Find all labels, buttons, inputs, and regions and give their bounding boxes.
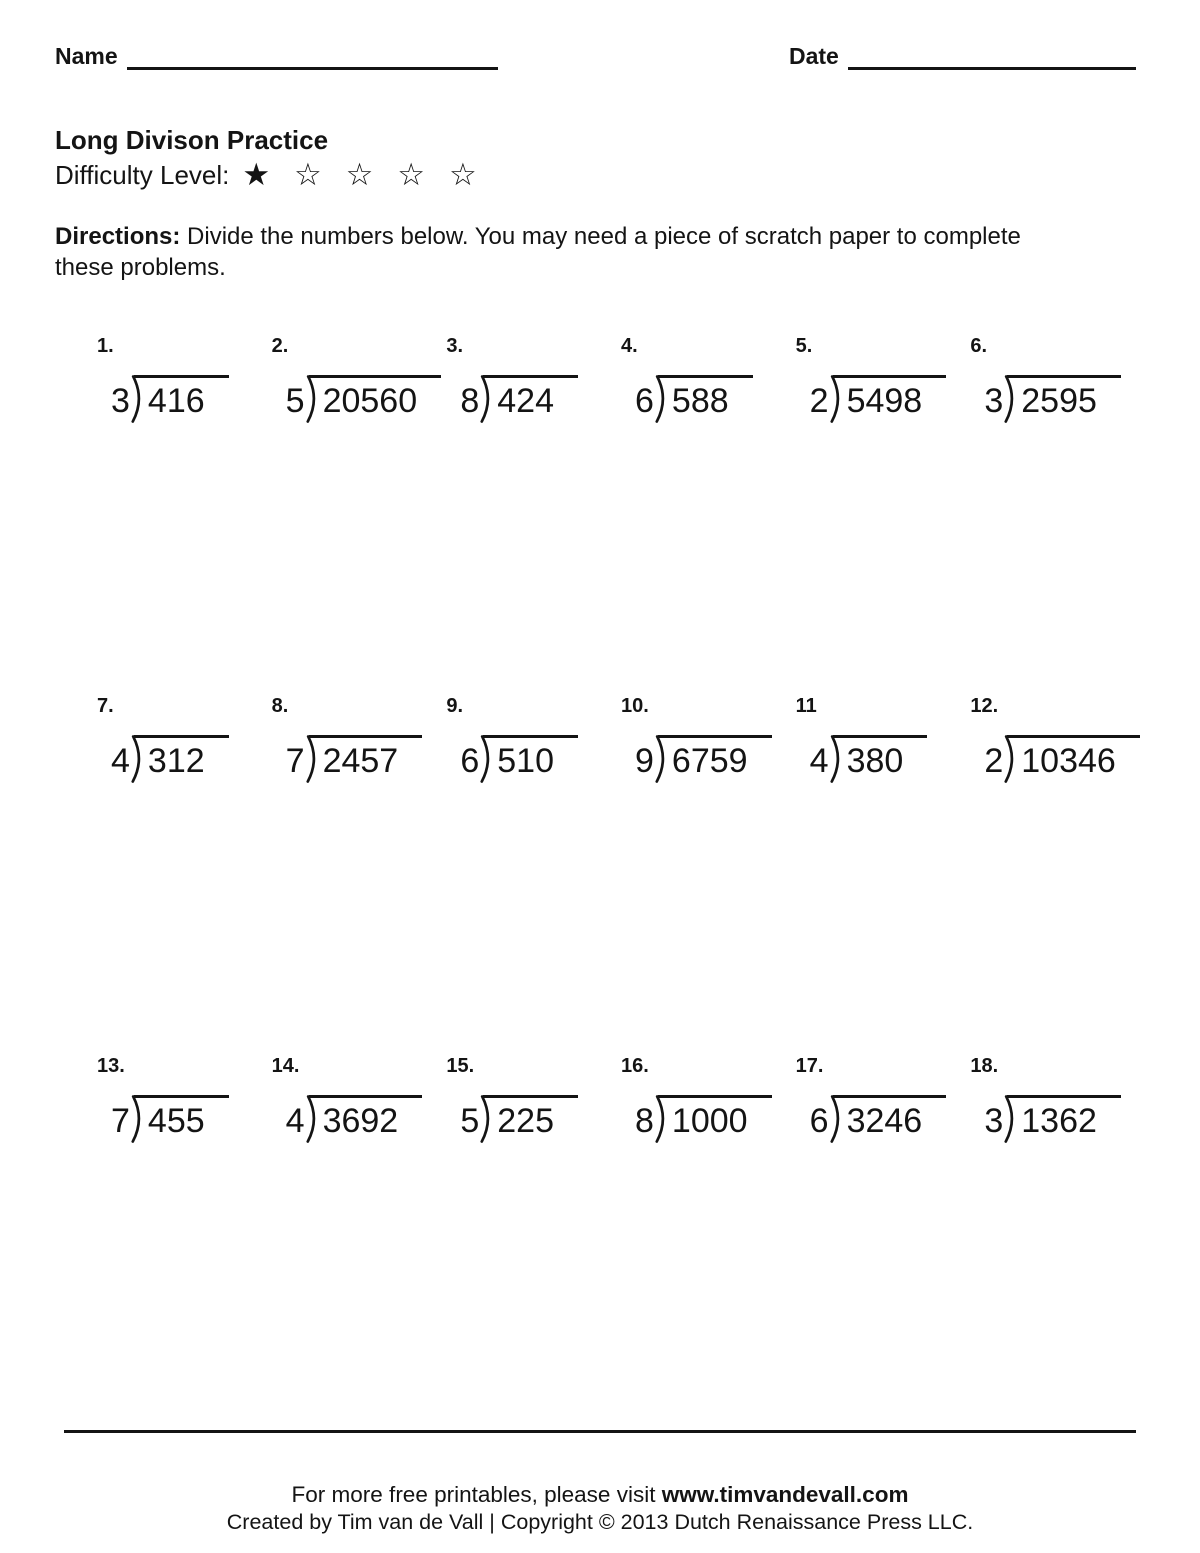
divisor: 4 xyxy=(809,742,829,780)
problem-number: 12. xyxy=(970,695,999,717)
dividend: 1000 xyxy=(658,1095,772,1143)
division-problem xyxy=(442,1054,617,1414)
problems-grid xyxy=(93,334,1141,1414)
division-expression xyxy=(111,1095,229,1143)
difficulty-label: Difficulty Level: xyxy=(55,160,230,190)
division-problem xyxy=(268,334,443,694)
divisor: 3 xyxy=(984,1102,1004,1140)
problem-number: 7. xyxy=(97,695,114,717)
dividend: 312 xyxy=(134,735,229,783)
division-problem xyxy=(617,1054,792,1414)
dividend: 510 xyxy=(483,735,578,783)
division-expression xyxy=(460,375,578,423)
divisor: 4 xyxy=(285,1102,305,1140)
division-problem xyxy=(268,694,443,1054)
divisor: 7 xyxy=(111,1102,130,1140)
divisor: 7 xyxy=(285,742,305,780)
division-problem xyxy=(617,694,792,1054)
footer-line1 xyxy=(0,1481,1200,1509)
problem-number: 4. xyxy=(621,335,638,357)
division-problem xyxy=(966,1054,1141,1414)
date-input-line[interactable] xyxy=(848,42,1136,70)
divisor: 5 xyxy=(460,1102,480,1140)
division-expression xyxy=(460,735,578,783)
division-expression xyxy=(111,735,229,783)
problem-number: 9. xyxy=(446,695,464,717)
division-expression xyxy=(984,735,1139,783)
divisor: 2 xyxy=(984,742,1004,780)
problem-number: 16. xyxy=(621,1055,649,1077)
problem-number: 1. xyxy=(97,335,114,357)
division-problem xyxy=(792,1054,967,1414)
dividend: 416 xyxy=(134,375,229,423)
division-problem xyxy=(442,334,617,694)
name-field xyxy=(55,42,498,70)
division-expression xyxy=(810,735,928,783)
division-problem xyxy=(966,694,1141,1054)
name-input-line[interactable] xyxy=(127,42,498,70)
division-expression xyxy=(286,1095,423,1143)
division-expression xyxy=(984,375,1121,423)
dividend: 2457 xyxy=(309,735,423,783)
division-expression xyxy=(635,735,772,783)
division-problem xyxy=(442,694,617,1054)
dividend: 380 xyxy=(833,735,928,783)
directions xyxy=(55,221,1065,283)
division-expression xyxy=(111,375,229,423)
divisor: 3 xyxy=(111,382,130,420)
divisor: 9 xyxy=(635,742,654,780)
problem-number: 17. xyxy=(795,1055,824,1077)
problem-number: 3. xyxy=(446,335,464,357)
division-expression xyxy=(286,735,423,783)
divisor: 2 xyxy=(809,382,829,420)
dividend: 5498 xyxy=(833,375,947,423)
divisor: 8 xyxy=(460,382,480,420)
problem-number: 5. xyxy=(795,335,813,357)
divisor: 8 xyxy=(635,1102,654,1140)
division-problem xyxy=(966,334,1141,694)
difficulty-row xyxy=(55,158,484,192)
problem-number: 11 xyxy=(795,695,817,717)
division-problem xyxy=(792,694,967,1054)
division-expression xyxy=(810,375,947,423)
division-expression xyxy=(635,1095,772,1143)
divisor: 3 xyxy=(984,382,1004,420)
division-expression xyxy=(286,375,441,423)
difficulty-stars-icon: ★ ☆ ☆ ☆ ☆ xyxy=(242,157,484,193)
divisor: 6 xyxy=(809,1102,829,1140)
division-problem xyxy=(792,334,967,694)
date-field xyxy=(789,42,1136,70)
problem-number: 6. xyxy=(970,335,988,357)
divisor: 6 xyxy=(460,742,480,780)
footer-text: For more free printables, please visit xyxy=(291,1482,662,1507)
date-label: Date xyxy=(789,43,839,69)
problem-number: 10. xyxy=(621,695,649,717)
dividend: 2595 xyxy=(1007,375,1121,423)
division-expression xyxy=(984,1095,1121,1143)
dividend: 20560 xyxy=(309,375,442,423)
division-problem xyxy=(268,1054,443,1414)
problem-number: 15. xyxy=(446,1055,475,1077)
problem-number: 8. xyxy=(271,695,289,717)
division-expression xyxy=(460,1095,578,1143)
divisor: 5 xyxy=(285,382,305,420)
division-problem xyxy=(93,694,268,1054)
dividend: 1362 xyxy=(1007,1095,1121,1143)
dividend: 588 xyxy=(658,375,753,423)
dividend: 3246 xyxy=(833,1095,947,1143)
division-problem xyxy=(93,1054,268,1414)
page-title: Long Divison Practice xyxy=(55,125,329,155)
footer-copyright: Created by Tim van de Vall | Copyright © 2013 Dutch Renaissance Press LLC. xyxy=(226,1510,974,1534)
division-problem xyxy=(617,334,792,694)
directions-label: Directions: xyxy=(55,223,181,250)
division-problem xyxy=(93,334,268,694)
dividend: 225 xyxy=(483,1095,578,1143)
problem-number: 14. xyxy=(271,1055,300,1077)
dividend: 424 xyxy=(483,375,578,423)
name-label: Name xyxy=(55,43,118,69)
division-expression xyxy=(810,1095,947,1143)
dividend: 3692 xyxy=(309,1095,423,1143)
dividend: 455 xyxy=(134,1095,229,1143)
problem-number: 13. xyxy=(97,1055,125,1077)
footer-divider xyxy=(64,1430,1136,1433)
problem-number: 2. xyxy=(271,335,289,357)
dividend: 6759 xyxy=(658,735,772,783)
division-expression xyxy=(635,375,753,423)
problem-number: 18. xyxy=(970,1055,999,1077)
divisor: 6 xyxy=(635,382,654,420)
dividend: 10346 xyxy=(1007,735,1140,783)
divisor: 4 xyxy=(111,742,130,780)
directions-text: Divide the numbers below. You may need a piece of scratch paper to complete these problems. xyxy=(55,223,1021,281)
footer-url: www.timvandevall.com xyxy=(661,1482,909,1507)
